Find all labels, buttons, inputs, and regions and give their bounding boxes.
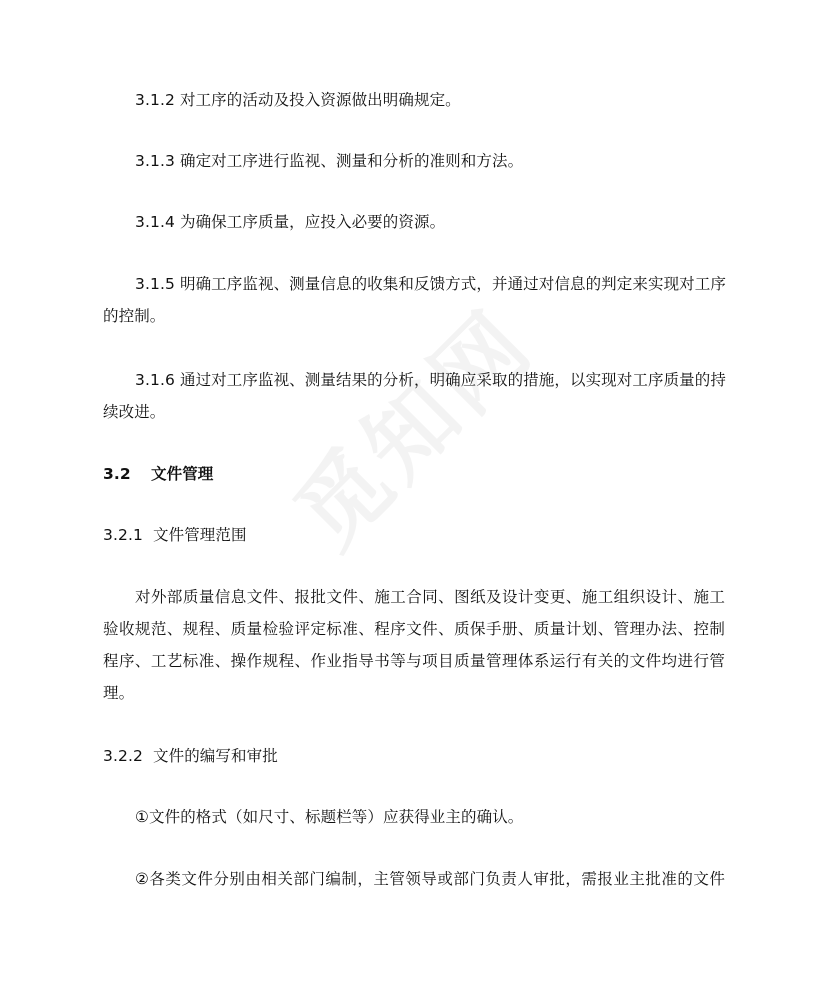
paragraph-3-1-4: 3.1.4 为确保工序质量，应投入必要的资源。	[135, 213, 446, 231]
section-heading	[103, 464, 213, 484]
section-number: 3.2	[103, 465, 131, 483]
paragraph-3-1-6-line-1: 3.1.6 通过对工序监视、测量结果的分析，明确应采取的措施，以实现对工序质量的持	[135, 371, 726, 389]
watermark	[267, 282, 564, 579]
scope-paragraph-line-3: 程序、工艺标准、操作规程、作业指导书等与项目质量管理体系运行有关的文件均进行管	[103, 652, 725, 670]
scope-paragraph-line-2: 验收规范、规程、质量检验评定标准、程序文件、质保手册、质量计划、管理办法、控制	[103, 620, 725, 638]
scope-paragraph-line-4: 理。	[103, 684, 135, 702]
subsection-heading-3-2-2: 3.2.2 文件的编写和审批	[103, 747, 278, 765]
paragraph-3-1-6-line-2: 续改进。	[103, 403, 166, 421]
paragraph-3-1-5-line-2: 的控制。	[103, 307, 166, 325]
paragraph-3-1-2: 3.1.2 对工序的活动及投入资源做出明确规定。	[135, 91, 461, 109]
paragraph-3-1-3: 3.1.3 确定对工序进行监视、测量和分析的准则和方法。	[135, 152, 524, 170]
paragraph-3-1-5-line-1: 3.1.5 明确工序监视、测量信息的收集和反馈方式，并通过对信息的判定来实现对工序	[135, 275, 726, 293]
scope-paragraph-line-1: 对外部质量信息文件、报批文件、施工合同、图纸及设计变更、施工组织设计、施工	[135, 588, 725, 606]
section-title: 文件管理	[151, 465, 214, 483]
subsection-heading-3-2-1: 3.2.1 文件管理范围	[103, 526, 247, 544]
list-item-1: ①文件的格式（如尺寸、标题栏等）应获得业主的确认。	[135, 808, 524, 826]
list-item-2: ②各类文件分别由相关部门编制，主管领导或部门负责人审批，需报业主批准的文件	[135, 870, 725, 888]
